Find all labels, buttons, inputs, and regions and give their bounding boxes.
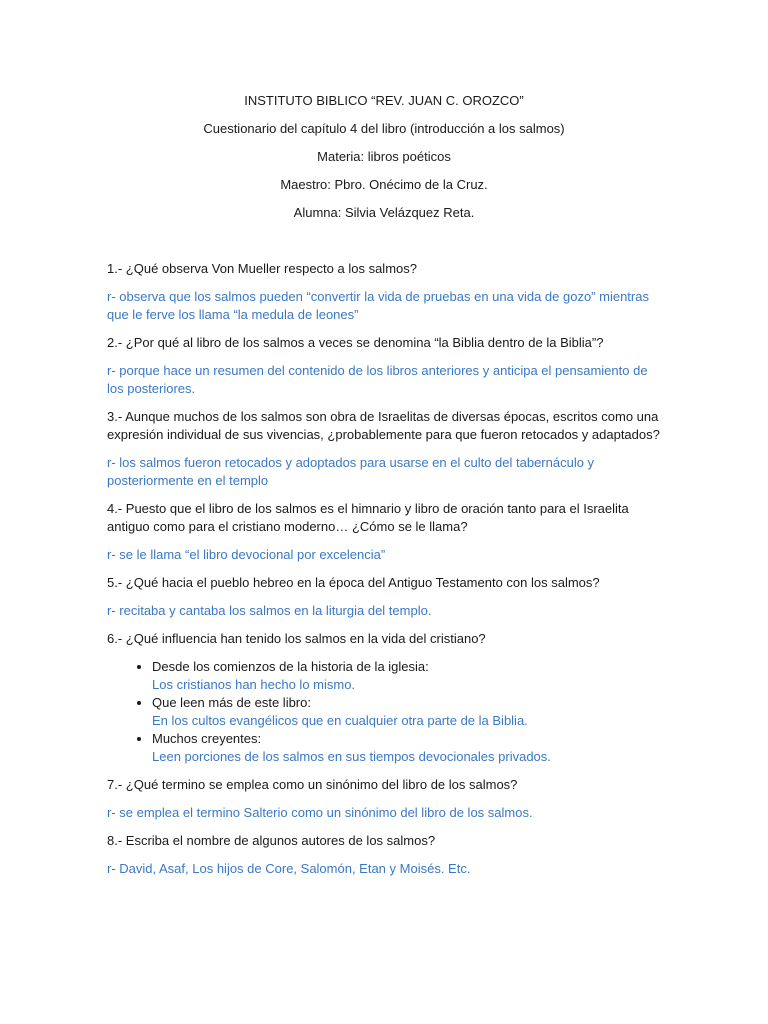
answer-2: r- porque hace un resumen del contenido de los libros anteriores y anticipa el pensamiento de los posteriores. bbox=[107, 363, 648, 396]
teacher-line: Maestro: Pbro. Onécimo de la Cruz. bbox=[280, 177, 488, 192]
student-line: Alumna: Silvia Velázquez Reta. bbox=[293, 205, 475, 220]
list-item bbox=[152, 730, 667, 766]
questionnaire-body bbox=[107, 260, 667, 888]
list-item-answer: Leen porciones de los salmos en sus tiempos devocionales privados. bbox=[152, 749, 551, 764]
question-5: 5.- ¿Qué hacia el pueblo hebreo en la época del Antiguo Testamento con los salmos? bbox=[107, 575, 600, 590]
list-item-answer: Los cristianos han hecho lo mismo. bbox=[152, 677, 356, 692]
answer-5: r- recitaba y cantaba los salmos en la liturgia del templo. bbox=[107, 603, 432, 618]
answer-8: r- David, Asaf, Los hijos de Core, Salomón, Etan y Moisés. Etc. bbox=[107, 861, 471, 876]
question-3: 3.- Aunque muchos de los salmos son obra de Israelitas de diversas épocas, escritos como una expresión individual de sus vivencias, ¿probablemente para que fueron retocados y adaptados? bbox=[107, 409, 660, 442]
questionnaire-title: Cuestionario del capítulo 4 del libro (introducción a los salmos) bbox=[203, 121, 565, 136]
answer-3: r- los salmos fueron retocados y adoptados para usarse en el culto del tabernáculo y posteriormente en el templo bbox=[107, 455, 595, 488]
list-item-label: Muchos creyentes: bbox=[152, 731, 262, 746]
list-item-label: Que leen más de este libro: bbox=[152, 695, 311, 710]
question-6: 6.- ¿Qué influencia han tenido los salmos en la vida del cristiano? bbox=[107, 631, 486, 646]
answer-6-list bbox=[107, 658, 667, 766]
question-7: 7.- ¿Qué termino se emplea como un sinónimo del libro de los salmos? bbox=[107, 777, 518, 792]
subject-line: Materia: libros poéticos bbox=[317, 149, 451, 164]
question-2: 2.- ¿Por qué al libro de los salmos a veces se denomina “la Biblia dentro de la Biblia”? bbox=[107, 335, 604, 350]
question-4: 4.- Puesto que el libro de los salmos es el himnario y libro de oración tanto para el Israelita antiguo como para el cristiano moderno… ¿Cómo se le llama? bbox=[107, 501, 629, 534]
answer-1: r- observa que los salmos pueden “convertir la vida de pruebas en una vida de gozo” mientras que le ferve los llama “la medula de leones” bbox=[107, 289, 649, 322]
list-item-label: Desde los comienzos de la historia de la iglesia: bbox=[152, 659, 429, 674]
list-item bbox=[152, 694, 667, 730]
document-header bbox=[0, 92, 768, 222]
list-item bbox=[152, 658, 667, 694]
question-8: 8.- Escriba el nombre de algunos autores de los salmos? bbox=[107, 833, 436, 848]
list-item-answer: En los cultos evangélicos que en cualquier otra parte de la Biblia. bbox=[152, 713, 528, 728]
institute-title: INSTITUTO BIBLICO “REV. JUAN C. OROZCO” bbox=[244, 93, 524, 108]
answer-4: r- se le llama “el libro devocional por excelencia” bbox=[107, 547, 386, 562]
answer-7: r- se emplea el termino Salterio como un sinónimo del libro de los salmos. bbox=[107, 805, 533, 820]
question-1: 1.- ¿Qué observa Von Mueller respecto a los salmos? bbox=[107, 261, 417, 276]
